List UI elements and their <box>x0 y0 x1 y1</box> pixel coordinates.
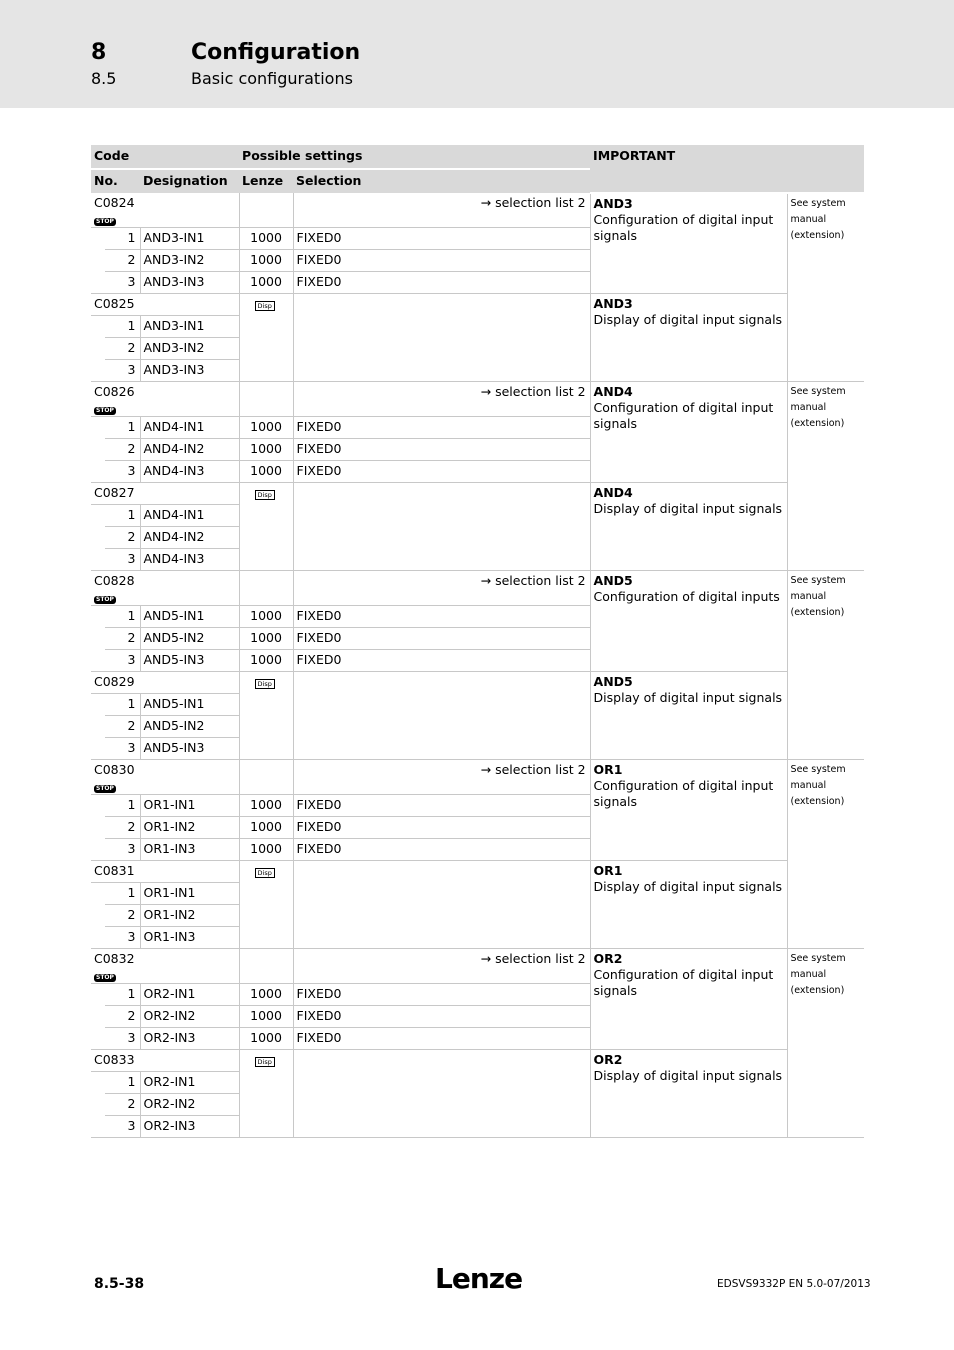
disp-cell <box>239 672 293 760</box>
indent-spacer <box>91 439 105 461</box>
designation: AND5-IN1 <box>140 606 239 628</box>
selection-value: FIXED0 <box>293 795 590 817</box>
important-title: AND3 <box>593 196 633 211</box>
disp-badge-icon: Disp <box>255 490 275 500</box>
selection-value: FIXED0 <box>293 272 590 294</box>
selection-value: FIXED0 <box>293 461 590 483</box>
code-number: C0826 <box>94 384 135 399</box>
selection-list-ref: → selection list 2 <box>293 571 590 606</box>
designation: AND5-IN2 <box>140 628 239 650</box>
indent-spacer <box>91 360 105 382</box>
selection-list-ref: → selection list 2 <box>293 193 590 228</box>
code-number: C0832 <box>94 951 135 966</box>
see-system-manual-note: See system manual (extension) <box>787 571 864 760</box>
selection-value: FIXED0 <box>293 439 590 461</box>
important-cell <box>590 861 787 949</box>
subcode-number: 3 <box>105 461 140 483</box>
important-title: AND4 <box>593 384 633 399</box>
designation: AND4-IN3 <box>140 549 239 571</box>
lenze-value: 1000 <box>239 839 293 861</box>
indent-spacer <box>91 1094 105 1116</box>
stop-badge-icon: STOP <box>96 407 114 414</box>
designation: OR2-IN2 <box>140 1006 239 1028</box>
selection-value: FIXED0 <box>293 250 590 272</box>
code-row <box>91 1050 864 1072</box>
code-cell <box>91 949 239 984</box>
lenze-value: 1000 <box>239 984 293 1006</box>
subcode-number: 3 <box>105 927 140 949</box>
disp-badge-icon: Disp <box>255 868 275 878</box>
subcode-number: 3 <box>105 272 140 294</box>
selection-list-ref: → selection list 2 <box>293 382 590 417</box>
code-row <box>91 760 864 795</box>
designation: OR2-IN1 <box>140 1072 239 1094</box>
subcode-number: 3 <box>105 360 140 382</box>
selection-value: FIXED0 <box>293 817 590 839</box>
lenze-empty <box>239 760 293 795</box>
indent-spacer <box>91 417 105 439</box>
code-number: C0830 <box>94 762 135 777</box>
selection-value: FIXED0 <box>293 1028 590 1050</box>
lenze-value: 1000 <box>239 628 293 650</box>
indent-spacer <box>91 628 105 650</box>
indent-spacer <box>91 738 105 760</box>
code-number: C0829 <box>94 674 135 689</box>
important-cell <box>590 760 787 861</box>
designation: AND4-IN2 <box>140 439 239 461</box>
indent-spacer <box>91 1116 105 1138</box>
code-number: C0825 <box>94 296 135 311</box>
subcode-number: 3 <box>105 1028 140 1050</box>
indent-spacer <box>91 228 105 250</box>
code-number: C0824 <box>94 195 135 210</box>
indent-spacer <box>91 1028 105 1050</box>
designation: OR1-IN3 <box>140 839 239 861</box>
designation: AND3-IN3 <box>140 360 239 382</box>
important-cell <box>590 571 787 672</box>
indent-spacer <box>91 716 105 738</box>
section-title: Basic configurations <box>191 69 353 88</box>
subcode-number: 1 <box>105 505 140 527</box>
selection-value: FIXED0 <box>293 1006 590 1028</box>
designation: OR1-IN3 <box>140 927 239 949</box>
important-cell <box>590 193 787 294</box>
important-cell <box>590 483 787 571</box>
designation: AND3-IN3 <box>140 272 239 294</box>
designation: AND5-IN3 <box>140 650 239 672</box>
important-text: Configuration of digital input signals <box>593 400 774 431</box>
lenze-value: 1000 <box>239 606 293 628</box>
designation: OR2-IN1 <box>140 984 239 1006</box>
indent-spacer <box>91 461 105 483</box>
indent-spacer <box>91 250 105 272</box>
header-selection: Selection <box>293 169 590 193</box>
lenze-empty <box>239 949 293 984</box>
indent-spacer <box>91 650 105 672</box>
header-important: IMPORTANT <box>590 145 864 193</box>
important-text: Display of digital input signals <box>593 501 783 516</box>
designation: AND3-IN2 <box>140 250 239 272</box>
subcode-number: 2 <box>105 716 140 738</box>
important-title: AND5 <box>593 674 633 689</box>
important-text: Display of digital input signals <box>593 690 783 705</box>
indent-spacer <box>91 927 105 949</box>
important-text: Configuration of digital inputs <box>593 589 780 604</box>
header-lenze: Lenze <box>239 169 293 193</box>
header-designation: Designation <box>140 169 239 193</box>
code-cell <box>91 571 239 606</box>
code-table <box>91 145 864 1138</box>
important-text: Configuration of digital input signals <box>593 212 774 243</box>
subcode-number: 2 <box>105 817 140 839</box>
indent-spacer <box>91 694 105 716</box>
code-cell <box>91 760 239 795</box>
indent-spacer <box>91 316 105 338</box>
indent-spacer <box>91 338 105 360</box>
selection-empty <box>293 672 590 760</box>
indent-spacer <box>91 905 105 927</box>
indent-spacer <box>91 984 105 1006</box>
designation: OR1-IN2 <box>140 817 239 839</box>
lenze-value: 1000 <box>239 417 293 439</box>
important-text: Display of digital input signals <box>593 1068 783 1083</box>
lenze-value: 1000 <box>239 795 293 817</box>
designation: OR1-IN2 <box>140 905 239 927</box>
document-id: EDSVS9332P EN 5.0-07/2013 <box>717 1278 871 1290</box>
important-cell <box>590 949 787 1050</box>
indent-spacer <box>91 1072 105 1094</box>
subcode-number: 1 <box>105 316 140 338</box>
subcode-number: 1 <box>105 606 140 628</box>
lenze-empty <box>239 571 293 606</box>
subcode-number: 3 <box>105 549 140 571</box>
code-row <box>91 672 864 694</box>
lenze-value: 1000 <box>239 817 293 839</box>
code-row <box>91 193 864 228</box>
stop-badge-icon: STOP <box>96 785 114 792</box>
lenze-value: 1000 <box>239 439 293 461</box>
disp-badge-icon: Disp <box>255 679 275 689</box>
designation: AND3-IN1 <box>140 316 239 338</box>
designation: AND4-IN1 <box>140 505 239 527</box>
lenze-value: 1000 <box>239 250 293 272</box>
indent-spacer <box>91 272 105 294</box>
important-title: AND3 <box>593 296 633 311</box>
code-cell <box>91 861 239 883</box>
subcode-number: 2 <box>105 527 140 549</box>
header-code: Code <box>91 145 239 169</box>
see-system-manual-note: See system manual (extension) <box>787 949 864 1138</box>
indent-spacer <box>91 1006 105 1028</box>
code-row <box>91 483 864 505</box>
disp-badge-icon: Disp <box>255 301 275 311</box>
lenze-value: 1000 <box>239 1006 293 1028</box>
header-possible-settings: Possible settings <box>239 145 590 169</box>
subcode-number: 2 <box>105 250 140 272</box>
code-row <box>91 571 864 606</box>
designation: AND5-IN3 <box>140 738 239 760</box>
code-row <box>91 294 864 316</box>
subcode-number: 2 <box>105 905 140 927</box>
lenze-value: 1000 <box>239 1028 293 1050</box>
important-text: Display of digital input signals <box>593 879 783 894</box>
selection-list-ref: → selection list 2 <box>293 949 590 984</box>
stop-badge-icon: STOP <box>96 218 114 225</box>
important-cell <box>590 672 787 760</box>
subcode-number: 2 <box>105 628 140 650</box>
designation: OR2-IN3 <box>140 1116 239 1138</box>
stop-badge-icon: STOP <box>96 596 114 603</box>
designation: OR1-IN1 <box>140 795 239 817</box>
selection-empty <box>293 294 590 382</box>
designation: AND4-IN1 <box>140 417 239 439</box>
indent-spacer <box>91 606 105 628</box>
code-number: C0827 <box>94 485 135 500</box>
selection-value: FIXED0 <box>293 628 590 650</box>
indent-spacer <box>91 527 105 549</box>
important-title: OR1 <box>593 762 623 777</box>
page-number: 8.5-38 <box>94 1276 145 1292</box>
disp-badge-icon: Disp <box>255 1057 275 1067</box>
designation: AND3-IN2 <box>140 338 239 360</box>
code-row <box>91 861 864 883</box>
subcode-number: 1 <box>105 417 140 439</box>
subcode-number: 3 <box>105 839 140 861</box>
subcode-number: 3 <box>105 1116 140 1138</box>
important-title: AND5 <box>593 573 633 588</box>
designation: OR1-IN1 <box>140 883 239 905</box>
important-title: OR2 <box>593 951 623 966</box>
subcode-number: 3 <box>105 738 140 760</box>
chapter-title: Configuration <box>191 40 361 65</box>
indent-spacer <box>91 505 105 527</box>
selection-empty <box>293 483 590 571</box>
chapter-number: 8 <box>91 40 107 65</box>
subcode-number: 2 <box>105 338 140 360</box>
selection-value: FIXED0 <box>293 228 590 250</box>
subcode-number: 1 <box>105 795 140 817</box>
designation: AND3-IN1 <box>140 228 239 250</box>
important-title: AND4 <box>593 485 633 500</box>
subcode-number: 1 <box>105 228 140 250</box>
code-row <box>91 949 864 984</box>
lenze-value: 1000 <box>239 228 293 250</box>
selection-value: FIXED0 <box>293 650 590 672</box>
disp-cell <box>239 483 293 571</box>
subcode-number: 1 <box>105 883 140 905</box>
lenze-value: 1000 <box>239 272 293 294</box>
designation: AND5-IN2 <box>140 716 239 738</box>
important-text: Display of digital input signals <box>593 312 783 327</box>
subcode-number: 1 <box>105 984 140 1006</box>
lenze-empty <box>239 382 293 417</box>
selection-empty <box>293 861 590 949</box>
code-cell <box>91 483 239 505</box>
selection-list-ref: → selection list 2 <box>293 760 590 795</box>
disp-cell <box>239 1050 293 1138</box>
code-cell <box>91 193 239 228</box>
selection-value: FIXED0 <box>293 839 590 861</box>
code-cell <box>91 294 239 316</box>
disp-cell <box>239 861 293 949</box>
code-cell <box>91 382 239 417</box>
lenze-empty <box>239 193 293 228</box>
indent-spacer <box>91 839 105 861</box>
table-header-row-1 <box>91 145 864 169</box>
stop-badge-icon: STOP <box>96 974 114 981</box>
important-title: OR2 <box>593 1052 623 1067</box>
lenze-logo: Lenze <box>435 1262 523 1295</box>
subcode-number: 1 <box>105 694 140 716</box>
important-cell <box>590 1050 787 1138</box>
lenze-value: 1000 <box>239 461 293 483</box>
see-system-manual-note: See system manual (extension) <box>787 382 864 571</box>
designation: AND5-IN1 <box>140 694 239 716</box>
code-number: C0833 <box>94 1052 135 1067</box>
selection-value: FIXED0 <box>293 984 590 1006</box>
code-number: C0831 <box>94 863 135 878</box>
code-row <box>91 382 864 417</box>
code-cell <box>91 672 239 694</box>
subcode-number: 2 <box>105 439 140 461</box>
lenze-value: 1000 <box>239 650 293 672</box>
subcode-number: 2 <box>105 1006 140 1028</box>
see-system-manual-note: See system manual (extension) <box>787 760 864 949</box>
important-text: Configuration of digital input signals <box>593 967 774 998</box>
important-cell <box>590 294 787 382</box>
code-number: C0828 <box>94 573 135 588</box>
indent-spacer <box>91 883 105 905</box>
code-cell <box>91 1050 239 1072</box>
designation: AND4-IN3 <box>140 461 239 483</box>
indent-spacer <box>91 549 105 571</box>
header-no: No. <box>91 169 140 193</box>
subcode-number: 3 <box>105 650 140 672</box>
designation: OR2-IN2 <box>140 1094 239 1116</box>
important-title: OR1 <box>593 863 623 878</box>
page-header <box>0 0 954 108</box>
important-text: Configuration of digital input signals <box>593 778 774 809</box>
designation: OR2-IN3 <box>140 1028 239 1050</box>
selection-value: FIXED0 <box>293 606 590 628</box>
see-system-manual-note: See system manual (extension) <box>787 193 864 382</box>
designation: AND4-IN2 <box>140 527 239 549</box>
indent-spacer <box>91 817 105 839</box>
indent-spacer <box>91 795 105 817</box>
subcode-number: 1 <box>105 1072 140 1094</box>
disp-cell <box>239 294 293 382</box>
important-cell <box>590 382 787 483</box>
selection-empty <box>293 1050 590 1138</box>
section-number: 8.5 <box>91 69 117 88</box>
subcode-number: 2 <box>105 1094 140 1116</box>
selection-value: FIXED0 <box>293 417 590 439</box>
